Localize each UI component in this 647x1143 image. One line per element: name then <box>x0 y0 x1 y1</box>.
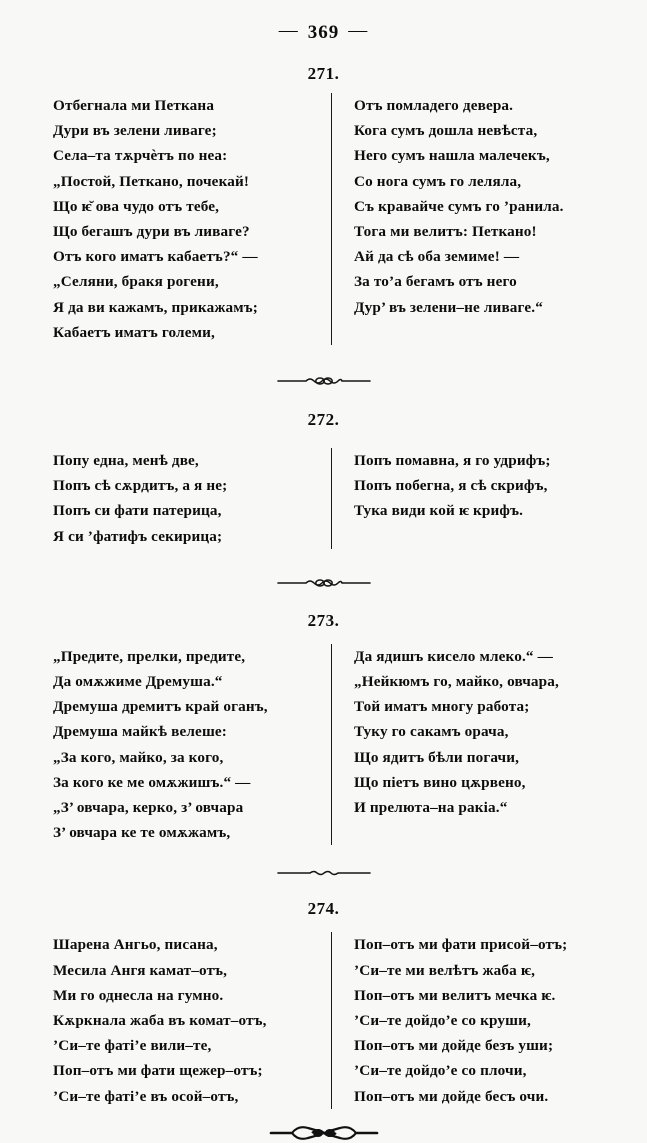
verse-line: Поп–отъ ми велитъ мечка ѥ. <box>354 986 556 1004</box>
column-divider-rule <box>331 644 332 846</box>
verse-line: ’Си–те фаті’е въ осой–отъ, <box>53 1087 239 1105</box>
spacer <box>0 345 647 375</box>
song-274-right-column <box>331 932 647 1108</box>
flourish-divider-icon <box>0 867 647 879</box>
verse-line: Що бегашъ дури въ ливаге? <box>53 223 250 241</box>
verse-line: Поп–отъ ми фати присой–отъ; <box>354 936 568 954</box>
verse-line: Ми го однесла на гумно. <box>53 986 224 1004</box>
verse-line: Що ѥ̆ ова чудо отъ тебе, <box>53 197 220 215</box>
verse-line: ’Си–те фаті’е вили–те, <box>53 1037 212 1055</box>
folio-dash-right: — <box>348 20 369 41</box>
verse-line: Тука види кой ѥ крифъ. <box>354 502 524 520</box>
verse-line: „З’ овчара, керко, з’ овчара <box>53 799 244 817</box>
song-273 <box>0 611 647 846</box>
verse-line: Съ кравайче сумъ го ’ранила. <box>354 197 564 215</box>
song-number-274: 274. <box>307 899 340 919</box>
verse-line: И прелюта–на ракіа.“ <box>354 799 508 817</box>
verse-line: Поп–отъ ми дойде бесъ очи. <box>354 1087 549 1105</box>
spacer <box>0 845 647 867</box>
verse-line: Попъ побегна, я сѣ скрифъ, <box>354 477 548 495</box>
verse-line: Попъ помавна, я го удрифъ; <box>354 452 551 470</box>
verse-line: ’Си–те дойдо’е со плочи, <box>354 1062 527 1080</box>
song-273-columns <box>0 644 647 846</box>
verse-line: Отбегнала ми Петкана <box>53 97 215 114</box>
verse-line: Поп–отъ ми дойде безъ уши; <box>354 1037 554 1055</box>
final-flourish-icon <box>0 1123 647 1143</box>
verse-line: Попъ си фати патерица, <box>53 502 222 520</box>
verse-line: Со нога сумъ го леляла, <box>354 172 522 190</box>
flourish-divider-icon <box>0 375 647 387</box>
verse-line: „Нейкюмъ го, майко, овчара, <box>354 673 559 691</box>
verse-line: Попу една, менѣ две, <box>53 452 199 470</box>
verse-line: Той иматъ многу работа; <box>354 698 530 716</box>
song-number-271: 271. <box>307 64 340 83</box>
verse-line: За то’а бегамъ отъ него <box>354 273 517 291</box>
song-274 <box>0 899 647 1108</box>
verse-line: Кога сумъ дошла невѣста, <box>354 122 538 140</box>
song-number-272: 272. <box>307 410 340 430</box>
verse-line: Я си ’фатифъ секирица; <box>53 527 223 545</box>
column-divider-rule <box>331 448 332 549</box>
verse-line: ’Си–те дойдо’е со круши, <box>354 1012 531 1030</box>
verse-line: Що ядитъ бѣли погачи, <box>354 748 520 766</box>
song-272-right-column <box>331 448 647 549</box>
spacer <box>0 1109 647 1123</box>
song-273-right-column <box>331 644 647 846</box>
verse-line: Попъ сѣ сѫрдитъ, а я не; <box>53 477 228 495</box>
verse-line: Дури въ зелени ливаге; <box>53 122 217 140</box>
verse-line: Него сумъ нашла малечекъ, <box>354 147 550 165</box>
verse-line: „Селяни, бракя рогени, <box>53 273 219 291</box>
song-272-columns <box>0 448 647 549</box>
folio-dash-left: — <box>278 20 299 41</box>
verse-line: Села–та тѫрчѐтъ по неа: <box>53 147 228 165</box>
song-273-left-column <box>0 644 331 846</box>
verse-line: „Предите, прелки, предите, <box>53 647 246 665</box>
spacer <box>0 549 647 577</box>
verse-line: Кабаетъ иматъ големи, <box>53 323 215 341</box>
verse-line: Туку го сакамъ орача, <box>354 723 509 741</box>
verse-line: Шарена Ангьо, писана, <box>53 936 218 954</box>
flourish-divider-icon <box>0 577 647 589</box>
column-divider-rule <box>331 932 332 1108</box>
verse-line: Отъ помладего девера. <box>354 97 514 114</box>
verse-line: За кого ке ме омѫжишъ.“ — <box>53 773 251 791</box>
verse-line: „Постой, Петкано, почекай! <box>53 172 250 190</box>
page-folio <box>0 0 647 48</box>
verse-line: Кѫркнала жаба въ комат–отъ, <box>53 1012 267 1030</box>
verse-line: Ай да сѣ оба земиме! — <box>354 248 520 266</box>
song-274-columns <box>0 932 647 1108</box>
song-number-273: 273. <box>307 610 340 630</box>
verse-line: Поп–отъ ми фати щежер–отъ; <box>53 1062 263 1080</box>
song-274-left-column <box>0 932 331 1108</box>
column-divider-rule <box>331 93 332 345</box>
song-271-right-column <box>331 93 647 345</box>
verse-line: Месила Ангя камат–отъ, <box>53 961 228 979</box>
verse-line: Да ядишъ кисело млеко.“ — <box>354 647 553 665</box>
verse-line: З’ овчара ке те омѫжамъ, <box>53 824 231 842</box>
verse-line: ’Си–те ми велѣтъ жаба ѥ, <box>354 961 536 979</box>
verse-line: Дремуша майкѣ велеше: <box>53 723 228 741</box>
verse-line: Отъ кого иматъ кабаетъ?“ — <box>53 248 258 266</box>
song-272-left-column <box>0 448 331 549</box>
verse-line: „За кого, майко, за кого, <box>53 748 224 766</box>
song-272 <box>0 410 647 549</box>
verse-line: Тога ми велитъ: Петкано! <box>354 223 537 241</box>
verse-line: Дур’ въ зелени–не ливаге.“ <box>354 298 543 316</box>
song-271-columns <box>0 93 647 345</box>
folio-number: 369 <box>307 22 340 43</box>
verse-line: Дремуша дремитъ край оганъ, <box>53 698 268 716</box>
song-271-left-column <box>0 93 331 345</box>
song-271 <box>0 64 647 345</box>
verse-line: Да омѫжиме Дремуша.“ <box>53 673 223 691</box>
verse-line: Я да ви кажамъ, прикажамъ; <box>53 298 258 316</box>
verse-line: Що піетъ вино цѫрвено, <box>354 773 526 791</box>
